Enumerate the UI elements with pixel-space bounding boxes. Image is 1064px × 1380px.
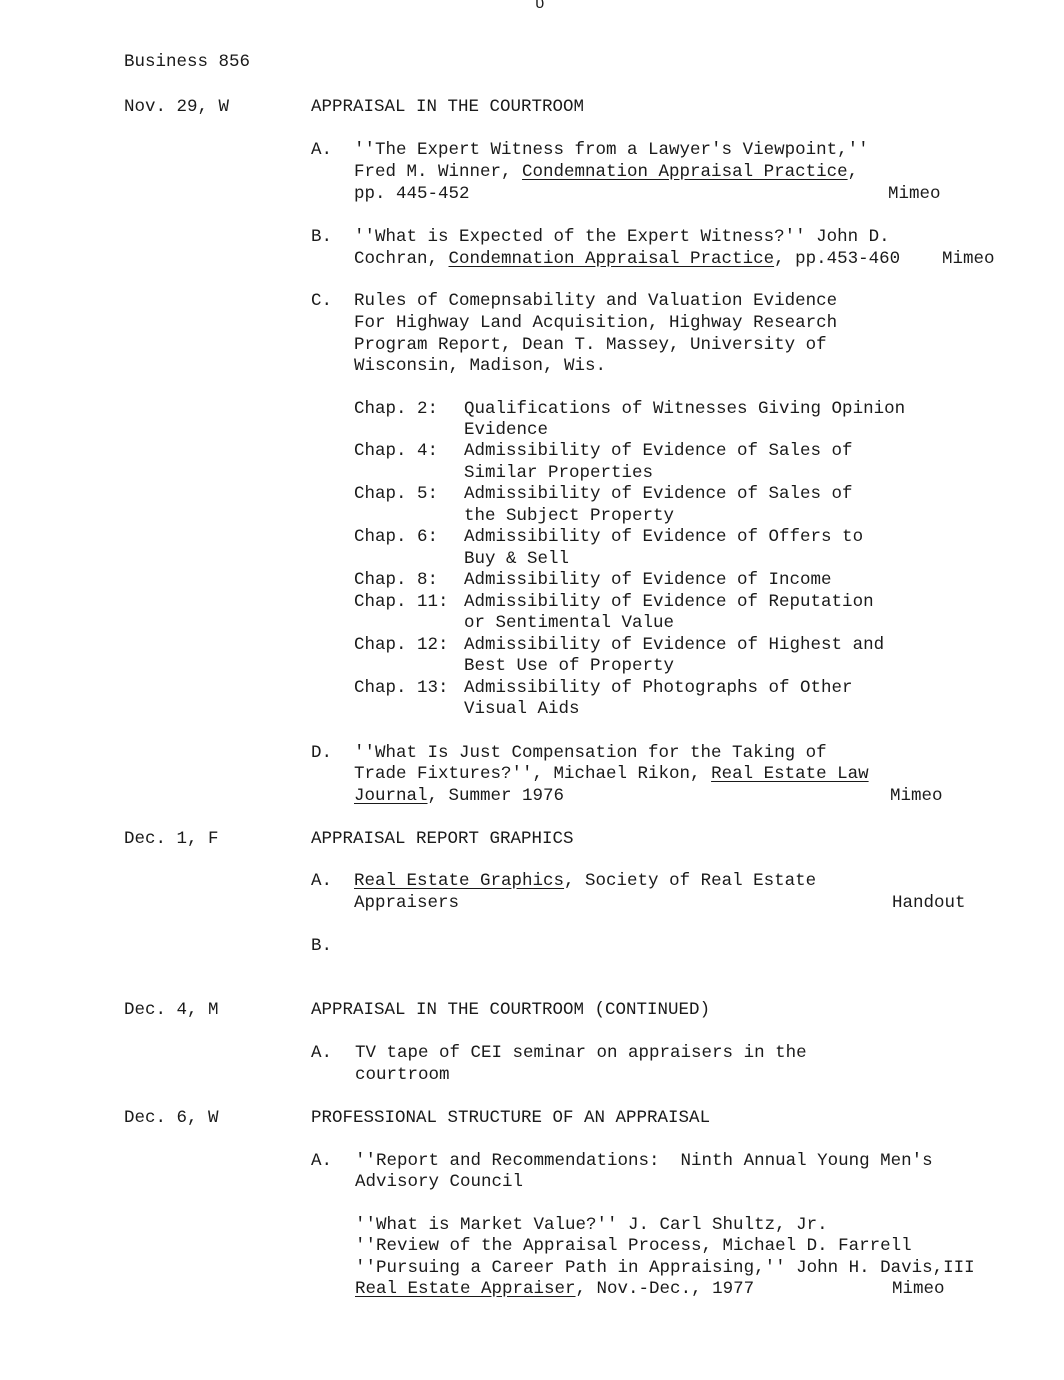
chapter-title: Admissibility of Evidence of Reputation <box>464 592 874 612</box>
item-line: Real Estate Graphics, Society of Real Estate <box>354 871 817 891</box>
source-title: Real Estate Law <box>711 764 869 784</box>
source-title: Journal <box>354 786 428 806</box>
chapter-number: Chap. 11: <box>354 592 449 612</box>
item-line: Fred M. Winner, Condemnation Appraisal Practice, <box>354 162 859 182</box>
session-date: Dec. 1, F <box>124 829 219 849</box>
item-line: Real Estate Appraiser, Nov.-Dec., 1977 <box>355 1279 755 1299</box>
sub-item-line: ''Review of the Appraisal Process, Michael D. Farrell <box>355 1236 912 1256</box>
item-note: Mimeo <box>892 1279 945 1299</box>
chapter-number: Chap. 8: <box>354 570 439 590</box>
item-letter: A. <box>311 871 333 891</box>
chapter-number: Chap. 5: <box>354 484 439 504</box>
chapter-title: Evidence <box>464 420 549 440</box>
item-line: ''The Expert Witness from a Lawyer's Viewpoint,'' <box>354 140 869 160</box>
chapter-title: Similar Properties <box>464 463 654 483</box>
item-note: Mimeo <box>942 249 995 269</box>
chapter-number: Chap. 4: <box>354 441 439 461</box>
top-mark: υ <box>535 0 545 13</box>
chapter-title: Admissibility of Evidence of Highest and <box>464 635 885 655</box>
item-line: Program Report, Dean T. Massey, University of <box>354 335 827 355</box>
item-line: Journal, Summer 1976 <box>354 786 565 806</box>
chapter-number: Chap. 12: <box>354 635 449 655</box>
session-title: APPRAISAL IN THE COURTROOM (CONTINUED) <box>311 1000 711 1020</box>
session-title: APPRAISAL IN THE COURTROOM <box>311 97 585 117</box>
item-line: TV tape of CEI seminar on appraisers in the <box>355 1043 807 1063</box>
item-line: For Highway Land Acquisition, Highway Research <box>354 313 838 333</box>
item-line: Rules of Comepnsability and Valuation Evidence <box>354 291 838 311</box>
source-title: Real Estate Graphics <box>354 871 565 891</box>
chapter-title: Admissibility of Evidence of Sales of <box>464 441 853 461</box>
chapter-number: Chap. 6: <box>354 527 439 547</box>
item-note: Mimeo <box>888 184 941 204</box>
chapter-title: Admissibility of Evidence of Income <box>464 570 832 590</box>
course-title: Business 856 <box>124 52 251 72</box>
item-line: Cochran, Condemnation Appraisal Practice, pp.453-460 <box>354 249 901 269</box>
item-letter: A. <box>311 1043 333 1063</box>
session-date: Dec. 4, M <box>124 1000 219 1020</box>
item-note: Mimeo <box>890 786 943 806</box>
chapter-title: Admissibility of Evidence of Sales of <box>464 484 853 504</box>
item-line: Advisory Council <box>355 1172 524 1192</box>
item-line: ''What Is Just Compensation for the Taking of <box>354 743 827 763</box>
chapter-number: Chap. 13: <box>354 678 449 698</box>
session-title: PROFESSIONAL STRUCTURE OF AN APPRAISAL <box>311 1108 711 1128</box>
chapter-title: Admissibility of Photographs of Other <box>464 678 853 698</box>
chapter-title: or Sentimental Value <box>464 613 675 633</box>
session-title: APPRAISAL REPORT GRAPHICS <box>311 829 574 849</box>
item-line: pp. 445-452 <box>354 184 470 204</box>
item-letter: B. <box>311 227 333 247</box>
source-title: Condemnation Appraisal Practice <box>448 249 775 269</box>
item-line: Appraisers <box>354 893 460 913</box>
chapter-title: Qualifications of Witnesses Giving Opinion <box>464 399 906 419</box>
source-title: Condemnation Appraisal Practice <box>522 162 848 182</box>
item-letter: B. <box>311 936 333 956</box>
item-letter: A. <box>311 140 333 160</box>
chapter-number: Chap. 2: <box>354 399 439 419</box>
chapter-title: the Subject Property <box>464 506 675 526</box>
source-title: Real Estate Appraiser <box>355 1279 576 1299</box>
item-line: courtroom <box>355 1065 450 1085</box>
sub-item-line: ''Pursuing a Career Path in Appraising,'' John H. Davis,III <box>355 1258 975 1278</box>
chapter-title: Visual Aids <box>464 699 580 719</box>
chapter-title: Best Use of Property <box>464 656 675 676</box>
session-date: Dec. 6, W <box>124 1108 219 1128</box>
item-letter: C. <box>311 291 333 311</box>
item-line: Trade Fixtures?'', Michael Rikon, Real Estate Law <box>354 764 869 784</box>
item-line: ''What is Expected of the Expert Witness?'' John D. <box>354 227 890 247</box>
chapter-title: Buy & Sell <box>464 549 570 569</box>
session-date: Nov. 29, W <box>124 97 230 117</box>
item-line: ''Report and Recommendations: Ninth Annual Young Men's <box>355 1151 933 1171</box>
item-note: Handout <box>892 893 966 913</box>
chapter-title: Admissibility of Evidence of Offers to <box>464 527 864 547</box>
item-line: Wisconsin, Madison, Wis. <box>354 356 607 376</box>
item-letter: A. <box>311 1151 333 1171</box>
sub-item-line: ''What is Market Value?'' J. Carl Shultz, Jr. <box>355 1215 828 1235</box>
item-letter: D. <box>311 743 333 763</box>
